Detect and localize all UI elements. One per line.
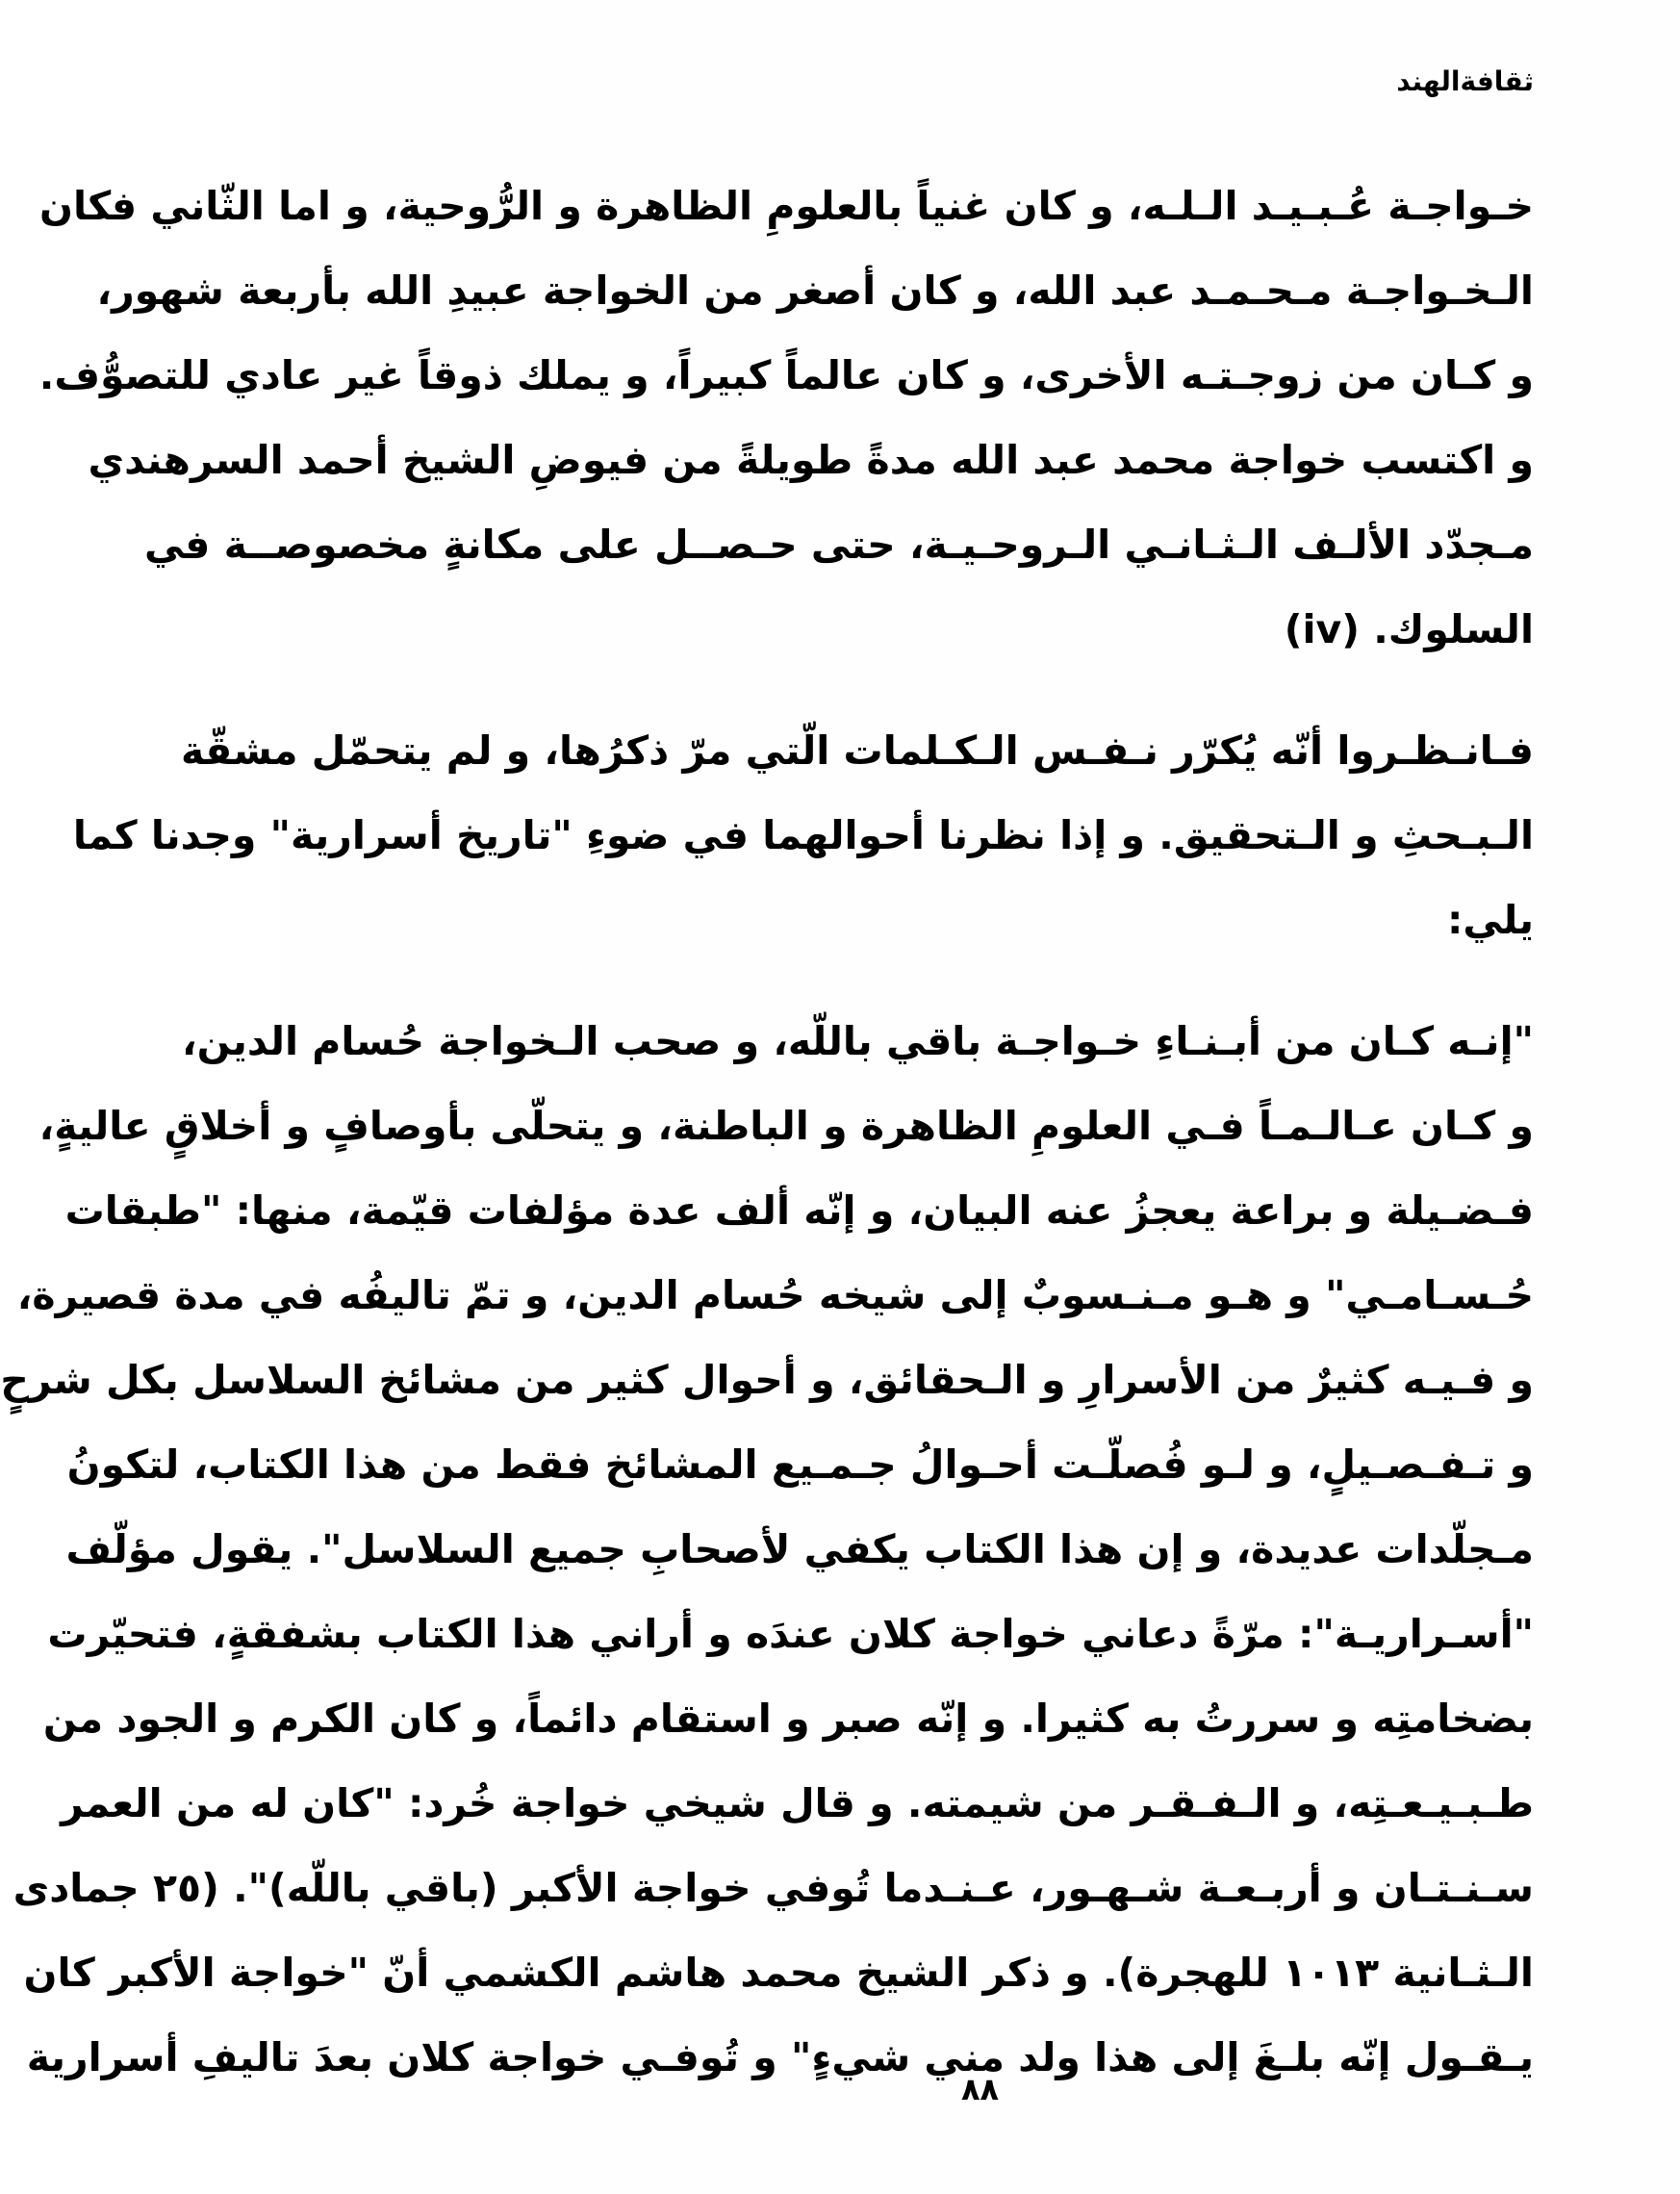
text-line: الـخـواجـة مـحـمـد عبد الله، و كان أصغر من الخواجة عبيدِ الله بأربعة شهور، <box>96 268 1534 314</box>
text-line: حُـسـامـي" و هـو مـنـسوبٌ إلى شيخه حُسام الدين، و تمّ تاليفُه في مدة قصيرة، <box>16 1272 1534 1318</box>
paragraph-spacer <box>412 672 1534 708</box>
text-line: "أسـراريـة": مرّةً دعاني خواجة كلان عندَه و أراني هذا الكتاب بشفقةٍ، فتحيّرت <box>47 1611 1534 1657</box>
text-line: يلي: <box>1446 897 1534 943</box>
text-line: فـانـظـروا أنّه يُكرّر نـفـس الـكـلمات الّتي مرّ ذكرُها، و لم يتحمّل مشقّة <box>181 727 1534 774</box>
text-line: طـبـيـعـتِه، و الـفـقـر من شيمته. و قال شيخي خواجة خُرد: "كان له من العمر <box>61 1780 1534 1826</box>
text-line: خـواجـة عُـبـيـد الـلـه، و كان غنياً بالعلومِ الظاهرة و الرُّوحية، و اما الثّاني فكان <box>39 183 1534 229</box>
text-line: الـثـانية ١٠١٣ للهجرة). و ذكر الشيخ محمد هاشم الكشمي أنّ "خواجة الأكبر كان <box>23 1950 1534 1996</box>
text-line: فـضـيلة و براعة يعجزُ عنه البيان، و إنّه ألف عدة مؤلفات قيّمة، منها: "طبقات <box>64 1187 1534 1234</box>
paragraph-3 <box>0 999 1534 2100</box>
paragraph-spacer <box>412 962 1534 999</box>
text-line: يـقـول إنّه بلـغَ إلى هذا ولد مني شيءٍ" و تُوفـي خواجة كلان بعدَ تاليفِ أسرارية <box>26 2034 1534 2080</box>
body-text <box>0 164 1534 2100</box>
running-header: ثقافةالهند <box>1396 65 1534 97</box>
text-line: مـجدّد الألـف الـثـانـي الـروحـيـة، حتى حـصــل على مكانةٍ مخصوصــة في <box>144 522 1534 568</box>
text-line: بضخامتِه و سررتُ به كثيرا. و إنّه صبر و استقام دائماً، و كان الكرم و الجود من <box>42 1696 1534 1742</box>
text-line: و كـان من زوجـتـه الأخرى، و كان عالماً كبيراً، و يملك ذوقاً غير عادي للتصوُّف. <box>38 352 1534 398</box>
text-line: الـبـحثِ و الـتحقيق. و إذا نظرنا أحوالهما في ضوءِ "تاريخ أسرارية" وجدنا كما <box>72 812 1534 858</box>
text-line: و كـان عـالـمـاً فـي العلومِ الظاهرة و الباطنة، و يتحلّى بأوصافٍ و أخلاقٍ عاليةٍ، <box>38 1103 1534 1149</box>
text-line: سـنـتـان و أربـعـة شـهـور، عـنـدما تُوفي خواجة الأكبر (باقي باللّه)". (٢٥ جمادى <box>13 1865 1534 1911</box>
page-number: ٨٨ <box>960 2071 1000 2107</box>
paragraph-1 <box>38 164 1534 672</box>
text-line: "إنـه كـان من أبـنـاءِ خـواجـة باقي باللّه، و صحب الـخواجة حُسام الدين، <box>182 1018 1534 1064</box>
paragraph-2 <box>72 708 1534 962</box>
text-line: و اكتسب خواجة محمد عبد الله مدةً طويلةً من فيوضِ الشيخ أحمد السرهندي <box>88 437 1534 483</box>
text-line: و تـفـصـيلٍ، و لـو فُصلّـت أحـوالُ جـمـيع المشائخ فقط من هذا الكتاب، لتكونُ <box>66 1441 1534 1488</box>
text-line: مـجلّدات عديدة، و إن هذا الكتاب يكفي لأصحابِ جميع السلاسل". يقول مؤلّف <box>65 1526 1534 1572</box>
text-line: و فـيـه كثيرٌ من الأسرارِ و الـحقائق، و أحوال كثير من مشائخ السلاسل بكل شرحٍ <box>0 1357 1534 1403</box>
text-line: السلوك. (iv) <box>1284 606 1534 652</box>
